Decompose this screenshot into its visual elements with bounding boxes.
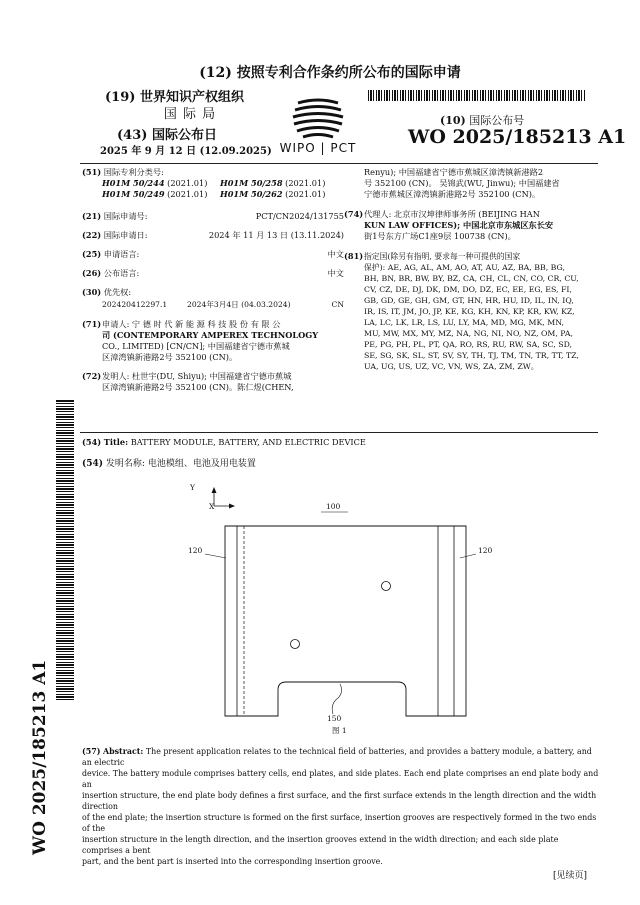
side-publication-number: WO 2025/185213 A1: [30, 659, 50, 855]
ref-150-label: 150: [327, 714, 342, 723]
states-line: 保护): AE, AG, AL, AM, AO, AT, AU, AZ, BA, BB, BG,: [364, 263, 565, 272]
biblio-rule: [80, 432, 598, 433]
figure-1: [180, 478, 500, 740]
states-line: 指定国(除另有指明, 要求每一种可提供的国家: [364, 252, 521, 261]
agent-line: KUN LAW OFFICES); 中国北京市东城区东长安: [364, 220, 554, 230]
side-barcode: [56, 400, 74, 700]
pubno-label: (10) 国际公布号: [440, 114, 525, 127]
priority-row: 202420412297.1 2024年3月4日 (04.03.2024) CN: [102, 300, 344, 309]
ref-120-left-label: 120: [188, 546, 203, 555]
figure-caption: 图 1: [332, 726, 347, 735]
x-axis-arrow: [229, 504, 235, 509]
states-line: BH, BN, BR, BW, BY, BZ, CA, CH, CL, CN, CO, CR, CU,: [364, 274, 579, 283]
document-title: (12) 按照专利合作条约所公布的国际申请: [199, 65, 461, 81]
ref-100-label: 100: [326, 502, 341, 511]
inventor-line: 宁德市蕉城区漳湾镇新港路2号 352100 (CN)。: [364, 189, 541, 199]
wipo-pct-text: WIPO | PCT: [279, 141, 357, 155]
org-name: (19) 世界知识产权组织: [105, 90, 244, 105]
agent-line: 代理人: 北京市汉坤律师事务所 (BEIJING HAN: [364, 209, 540, 219]
filing-date-row: (22) 国际申请日: 2024 年 11 月 13 日 (13.11.2024): [82, 230, 344, 240]
priority-heading: (30) 优先权:: [82, 287, 132, 297]
inventor-line: 区漳湾镇新港路2号 352100 (CN)。陈仁煜(CHEN,: [102, 382, 294, 392]
abstract-line: part, and the bent part is inserted into the corresponding insertion groove.: [82, 857, 383, 866]
title-en: (54) Title: BATTERY MODULE, BATTERY, AND ELECTRIC DEVICE: [82, 437, 366, 447]
applicant-line: CO., LIMITED) [CN/CN]; 中国福建省宁德市蕉城: [102, 341, 290, 351]
filing-lang-row: (25) 申请语言: 中文: [82, 249, 344, 259]
abstract-block: [82, 746, 600, 867]
mounting-hole-1: [382, 582, 391, 591]
abstract-line: (57) Abstract: The present application relates to the technical field of batteries, and provides a battery module, a battery, and an electric: [82, 747, 592, 767]
wipo-emblem-icon: [268, 95, 368, 145]
y-axis-arrow: [212, 487, 217, 493]
abstract-line: of the end plate; the insertion structure is formed on the first surface, insertion grooves are respectively formed in the two ends of the: [82, 813, 597, 833]
states-line: SE, SG, SK, SL, ST, SV, SY, TH, TJ, TM, TN, TR, TT, TZ,: [364, 351, 579, 360]
applicant-line: 申请人: 宁 德 时 代 新 能 源 科 技 股 份 有 限 公: [102, 319, 281, 329]
title-zh: (54) 发明名称: 电池模组、电池及用电装置: [82, 459, 256, 469]
states-line: LA, LC, LK, LR, LS, LU, LY, MA, MD, MG, MK, MN,: [364, 318, 565, 327]
right-column: [344, 167, 598, 372]
pubdate-label: (43) 国际公布日: [117, 128, 217, 143]
ipc-heading: (51) 国际专利分类号:: [82, 167, 164, 177]
states-line: CV, CZ, DE, DJ, DK, DM, DO, DZ, EC, EE, EG, ES, FI,: [364, 285, 572, 294]
axis-y-label: Y: [190, 483, 195, 492]
abstract-line: insertion structure in the length direction, and the insertion grooves extend in the width direction; and each side plate comprises a bent: [82, 835, 559, 855]
agent-line: 街1号东方广场C1座9层 100738 (CN)。: [364, 231, 516, 241]
pubno-value: WO 2025/185213 A1: [408, 126, 627, 148]
leader-120-left: [205, 554, 226, 558]
ipc-row-1: H01M 50/244 (2021.01) H01M 50/258 (2021.01): [102, 178, 326, 188]
applicant-block: (71) 申请人: 宁 德 时 代 新 能 源 科 技 股 份 有 限 公 司 (CONTEMPORARY AMPEREX TECHNOLOGY CO., LIMITED) [CN/CN]; 中国福建省宁德市蕉城 区漳湾镇新港路2号 352100 (CN)。: [82, 319, 344, 363]
leader-150: [332, 684, 341, 714]
states-line: UA, UG, US, UZ, VC, VN, WS, ZA, ZM, ZW。: [364, 362, 539, 371]
left-column: [82, 167, 344, 393]
inventor-line: Renyu); 中国福建省宁德市蕉城区漳湾镇新港路2: [364, 167, 544, 177]
states-line: MU, MW, MX, MY, MZ, NA, NG, NI, NO, NZ, OM, PA,: [364, 329, 573, 338]
battery-module-drawing: [180, 478, 500, 740]
inventor-continued: [364, 167, 598, 200]
states-line: PE, PG, PH, PL, PT, QA, RO, RS, RU, RW, SA, SC, SD,: [364, 340, 573, 349]
pub-lang-row: (26) 公布语言: 中文: [82, 268, 344, 278]
axis-x-label: X: [209, 502, 215, 511]
module-outline: [225, 526, 466, 716]
wipo-logo: [268, 95, 368, 155]
top-barcode: [368, 90, 586, 101]
agent-block: (74) 代理人: 北京市汉坤律师事务所 (BEIJING HAN KUN LAW OFFICES); 中国北京市东城区东长安 街1号东方广场C1座9层 100738 (CN)。: [344, 209, 598, 242]
pubdate-value: 2025 年 9 月 12 日 (12.09.2025): [100, 146, 272, 157]
abstract-line: device. The battery module comprises battery cells, end plates, and side plates. Each end plate comprises an end plate body and an: [82, 769, 599, 789]
states-line: GB, GD, GE, GH, GM, GT, HN, HR, HU, ID, IL, IN, IQ,: [364, 296, 574, 305]
header-rule: [80, 163, 598, 164]
ipc-row-2: H01M 50/249 (2021.01) H01M 50/262 (2021.01): [102, 189, 326, 199]
states-line: IR, IS, IT, JM, JO, JP, KE, KG, KH, KN, KP, KR, KW, KZ,: [364, 307, 575, 316]
inventor-line: 号 352100 (CN)。 吴锦武(WU, Jinwu); 中国福建省: [364, 178, 560, 188]
applicant-line: 司 (CONTEMPORARY AMPEREX TECHNOLOGY: [102, 330, 319, 340]
continued-note: [见续页]: [553, 871, 588, 881]
mounting-hole-2: [291, 640, 300, 649]
abstract-line: insertion structure, the end plate body defines a first surface, and the first surface extends in the length direction and the width direction: [82, 791, 597, 811]
inventor-block: (72) 发明人: 杜世宇(DU, Shiyu); 中国福建省宁德市蕉城 区漳湾镇新港路2号 352100 (CN)。陈仁煜(CHEN,: [82, 371, 344, 393]
ref-120-right-label: 120: [478, 546, 493, 555]
applicant-line: 区漳湾镇新港路2号 352100 (CN)。: [102, 352, 238, 362]
app-no-row: (21) 国际申请号: PCT/CN2024/131755: [82, 211, 344, 221]
org-office: 国 际 局: [163, 107, 217, 122]
designated-states-block: (81) 指定国(除另有指明, 要求每一种可提供的国家 保护): AE, AG, AL, AM, AO, AT, AU, AZ, BA, BB, BG, BH, BN, BR, BW, BY, BZ, CA, CH, CL, CN, CO, CR, CU, CV, CZ, DE, DJ, DK, DM, DO, DZ, EC, EE, EG, ES, FI, GB, GD, GE, GH, GM, GT, HN, HR, HU, ID, IL, IN, IQ, IR, IS, IT, JM, JO, JP, KE, KG, KH, KN, KP, KR, KW, KZ, LA, LC, LK, LR, LS, LU, LY, MA, MD, MG, MK, MN, MU, MW, MX, MY, MZ, NA, NG, NI, NO, NZ, OM, PA, PE, PG, PH, PL, PT, QA, RO, RS, RU, RW, SA, SC, SD, SE, SG, SK, SL, ST, SV, SY, TH, TJ, TM, TN, TR, TT, TZ, UA, UG, US, UZ, VC, VN, WS, ZA, ZM, ZW。: [344, 251, 598, 372]
inventor-line: 发明人: 杜世宇(DU, Shiyu); 中国福建省宁德市蕉城: [102, 371, 292, 381]
